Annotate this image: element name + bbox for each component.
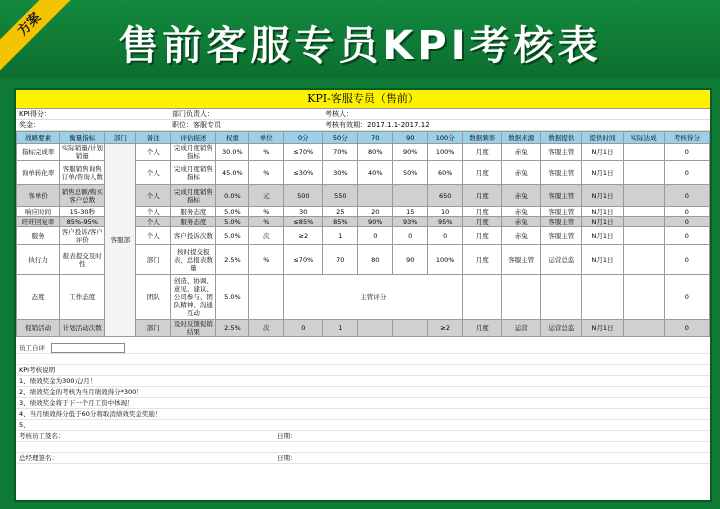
table-cell: 促销活动 [17, 320, 60, 337]
table-cell: 服务 [17, 227, 60, 245]
blank-row [16, 354, 710, 365]
table-cell: 500 [284, 185, 323, 207]
table-cell: 运营总监 [541, 245, 582, 275]
table-cell: 个人 [136, 207, 171, 217]
table-cell: 30.0% [216, 144, 249, 161]
table-cell: 客服主管 [502, 245, 541, 275]
table-cell: 次 [249, 227, 284, 245]
column-header: 单位 [249, 132, 284, 144]
table-cell: 0 [664, 320, 709, 337]
column-header: 数据提供 [541, 132, 582, 144]
self-eval-label: 员工自评 [19, 344, 45, 352]
table-cell: 赤兔 [502, 144, 541, 161]
table-cell: N月1日 [582, 185, 623, 207]
header-row [17, 132, 710, 144]
table-cell: 个人 [136, 161, 171, 185]
column-header: 评估描述 [171, 132, 216, 144]
table-cell: 1 [323, 227, 358, 245]
table-cell [623, 144, 664, 161]
table-cell: 月度 [463, 185, 502, 207]
table-cell: ≥2 [428, 320, 463, 337]
kpi-table [16, 131, 710, 337]
table-cell: 60% [428, 161, 463, 185]
table-cell [502, 275, 541, 320]
table-cell: 月度 [463, 217, 502, 227]
notes-area [16, 343, 710, 464]
column-header: 权重 [216, 132, 249, 144]
table-cell: 0 [428, 227, 463, 245]
employee-sign-row [16, 431, 710, 442]
table-cell: 个人 [136, 185, 171, 207]
table-cell: 20 [358, 207, 393, 217]
table-cell: 部门 [136, 320, 171, 337]
table-cell [393, 185, 428, 207]
table-cell: 85% [323, 217, 358, 227]
bonus-label: 奖金： [19, 121, 40, 129]
table-cell [623, 161, 664, 185]
table-cell: 客户投诉次数 [171, 227, 216, 245]
note-line: 3、绩效奖金将于下一个月工资中体现！ [16, 398, 710, 409]
spreadsheet [14, 88, 712, 502]
column-header: 衡量指标 [60, 132, 105, 144]
table-cell: 月度 [463, 320, 502, 337]
table-cell: 5.0% [216, 217, 249, 227]
table-cell: 询单转化率 [17, 161, 60, 185]
manager-sign-label: 总经理签名： [19, 454, 58, 462]
column-header: 100分 [428, 132, 463, 144]
sheet-title: KPI-客服专员（售前） [16, 90, 710, 109]
table-cell: 销售总额/购买客户总数 [60, 185, 105, 207]
table-cell: 550 [323, 185, 358, 207]
valid-period-label: 考核有效期：2017.1.1-2017.12 [325, 121, 430, 129]
table-cell: 70% [323, 144, 358, 161]
table-cell: 执行力 [17, 245, 60, 275]
corner-ribbon: 方案 [0, 0, 80, 75]
table-cell [358, 185, 393, 207]
table-cell: 个人 [136, 227, 171, 245]
table-cell: 25 [323, 207, 358, 217]
table-cell: 月度 [463, 144, 502, 161]
banner [0, 0, 720, 78]
table-cell: 0 [664, 144, 709, 161]
column-header: 备注 [136, 132, 171, 144]
table-cell: 90% [393, 144, 428, 161]
department-cell: 客服部 [105, 144, 136, 337]
assessor-label: 考核人： [325, 110, 353, 118]
date-label: 日期： [277, 454, 297, 462]
table-cell: N月1日 [582, 245, 623, 275]
table-cell: 运营 [502, 320, 541, 337]
table-cell: 10 [428, 207, 463, 217]
table-cell: 93% [393, 217, 428, 227]
dept-head-label: 部门负责人： [172, 110, 214, 118]
note-line: 1、绩效奖金为300元/月！ [16, 376, 710, 387]
table-cell: 计划活动次数 [60, 320, 105, 337]
table-cell: 5.0% [216, 227, 249, 245]
table-cell: 及时反馈促销结果 [171, 320, 216, 337]
table-cell: 15-30秒 [60, 207, 105, 217]
table-cell: 5.0% [216, 207, 249, 217]
table-cell: 次 [249, 320, 284, 337]
table-cell: 85%-95% [60, 217, 105, 227]
table-cell: 5.0% [216, 275, 249, 320]
column-header: 提供时间 [582, 132, 623, 144]
table-cell [541, 275, 582, 320]
table-cell: 赤兔 [502, 227, 541, 245]
table-cell: ≥2 [284, 227, 323, 245]
employee-sign-label: 考核员工签名： [19, 432, 65, 440]
note-line: 4、当月绩效得分低于60分将取消绩效奖金奖励！ [16, 409, 710, 420]
table-cell: 90% [358, 217, 393, 227]
table-cell: N月1日 [582, 207, 623, 217]
table-cell: 0 [664, 207, 709, 217]
table-cell: 80% [358, 144, 393, 161]
table-cell: 月度 [463, 207, 502, 217]
table-cell: 100% [428, 245, 463, 275]
table-cell: 30 [284, 207, 323, 217]
table-cell [623, 227, 664, 245]
table-cell: 0 [664, 275, 709, 320]
table-cell: 0 [664, 227, 709, 245]
table-cell: 客服主管 [541, 144, 582, 161]
table-row [17, 144, 710, 161]
table-cell: 月度 [463, 161, 502, 185]
table-cell: 1 [323, 320, 358, 337]
table-cell: ≤70% [284, 144, 323, 161]
column-header: 战略要素 [17, 132, 60, 144]
blank-row [16, 442, 710, 453]
table-cell: 实际销量/计划销量 [60, 144, 105, 161]
table-cell: % [249, 161, 284, 185]
table-cell: % [249, 144, 284, 161]
table-cell: N月1日 [582, 161, 623, 185]
info-row-2 [16, 120, 710, 131]
table-cell: 80 [358, 245, 393, 275]
table-cell: 赤兔 [502, 207, 541, 217]
table-cell: 45.0% [216, 161, 249, 185]
table-cell: 95% [428, 217, 463, 227]
table-cell: ≤70% [284, 245, 323, 275]
table-cell: 客服销售询售订单/咨询人数 [60, 161, 105, 185]
table-cell [623, 207, 664, 217]
table-cell [623, 275, 664, 320]
table-cell: 赤兔 [502, 185, 541, 207]
table-cell: 0 [664, 185, 709, 207]
table-cell: 客服主管 [541, 217, 582, 227]
table-cell: % [249, 245, 284, 275]
table-cell: 90 [393, 245, 428, 275]
kpi-score-label: KPI得分： [19, 110, 51, 118]
manager-sign-row [16, 453, 710, 464]
table-cell [623, 217, 664, 227]
column-header: 实际达成 [623, 132, 664, 144]
table-cell: 0 [393, 227, 428, 245]
table-cell: % [249, 217, 284, 227]
table-cell: 客服主管 [541, 227, 582, 245]
table-cell: 个人 [136, 217, 171, 227]
table-cell [623, 185, 664, 207]
table-cell [249, 275, 284, 320]
table-cell: 赤兔 [502, 161, 541, 185]
table-cell: 报表提交及时性 [60, 245, 105, 275]
table-cell: 工作态度 [60, 275, 105, 320]
column-header: 部门 [105, 132, 136, 144]
table-cell: N月1日 [582, 227, 623, 245]
table-cell: 2.5% [216, 320, 249, 337]
table-cell: 客服主管 [541, 207, 582, 217]
table-cell: 服务态度 [171, 217, 216, 227]
column-header: 70 [358, 132, 393, 144]
table-cell: 2.5% [216, 245, 249, 275]
table-cell [358, 320, 393, 337]
table-cell: 主管评分 [284, 275, 463, 320]
table-cell: 30% [323, 161, 358, 185]
table-cell: 50% [393, 161, 428, 185]
table-cell: 创造、协调、意见、建议、公司参与、团队精神、沟通互动 [171, 275, 216, 320]
table-cell: 旺旺回复率 [17, 217, 60, 227]
column-header: 50分 [323, 132, 358, 144]
table-cell: 完成月度销售指标 [171, 161, 216, 185]
table-cell: 0 [664, 217, 709, 227]
column-header: 数据频率 [463, 132, 502, 144]
column-header: 90 [393, 132, 428, 144]
column-header: 0分 [284, 132, 323, 144]
table-cell: ≤85% [284, 217, 323, 227]
table-cell: 0.0% [216, 185, 249, 207]
table-cell: 运营总监 [541, 320, 582, 337]
table-cell: 月度 [463, 227, 502, 245]
table-cell: N月1日 [582, 217, 623, 227]
table-cell: 月度 [463, 245, 502, 275]
table-cell: N月1日 [582, 320, 623, 337]
table-cell: 部门 [136, 245, 171, 275]
date-label: 日期： [277, 432, 297, 440]
table-cell: 0 [358, 227, 393, 245]
table-cell: 650 [428, 185, 463, 207]
table-cell: 完成月度销售指标 [171, 185, 216, 207]
table-cell: 指标完成率 [17, 144, 60, 161]
table-cell: N月1日 [582, 144, 623, 161]
table-cell [623, 320, 664, 337]
table-cell: 40% [358, 161, 393, 185]
column-header: 考核得分 [664, 132, 709, 144]
table-cell: % [249, 207, 284, 217]
note-line: 2、绩效奖金的考核为当月绩效得分*300！ [16, 387, 710, 398]
info-row-1 [16, 109, 710, 120]
banner-title: 售前客服专员KPI考核表 [118, 23, 602, 69]
table-cell: 按时提交报表，总报表数量 [171, 245, 216, 275]
table-cell [623, 245, 664, 275]
table-cell: 团队 [136, 275, 171, 320]
kpi-notes-title: KPI考核说明 [16, 365, 710, 376]
table-cell [582, 275, 623, 320]
table-cell [463, 275, 502, 320]
table-cell: 个人 [136, 144, 171, 161]
note-line: 5、 [16, 420, 710, 431]
table-cell: 客服主管 [541, 185, 582, 207]
column-header: 数据来源 [502, 132, 541, 144]
table-cell: 客单价 [17, 185, 60, 207]
table-cell: 元 [249, 185, 284, 207]
table-cell: 100% [428, 144, 463, 161]
table-cell: 态度 [17, 275, 60, 320]
table-cell: 0 [664, 245, 709, 275]
table-cell: 客户投诉/客户评价 [60, 227, 105, 245]
position-label: 职位：客服专员 [172, 121, 221, 129]
table-cell: 0 [664, 161, 709, 185]
table-cell: 完成月度销售指标 [171, 144, 216, 161]
table-cell: 0 [284, 320, 323, 337]
table-cell: 响应时间 [17, 207, 60, 217]
self-eval-row [16, 343, 710, 354]
table-cell: 赤兔 [502, 217, 541, 227]
table-cell [393, 320, 428, 337]
table-cell: 15 [393, 207, 428, 217]
table-cell: 服务态度 [171, 207, 216, 217]
self-eval-field[interactable] [51, 343, 125, 353]
table-cell: 70 [323, 245, 358, 275]
table-cell: 客服主管 [541, 161, 582, 185]
table-cell: ≤30% [284, 161, 323, 185]
